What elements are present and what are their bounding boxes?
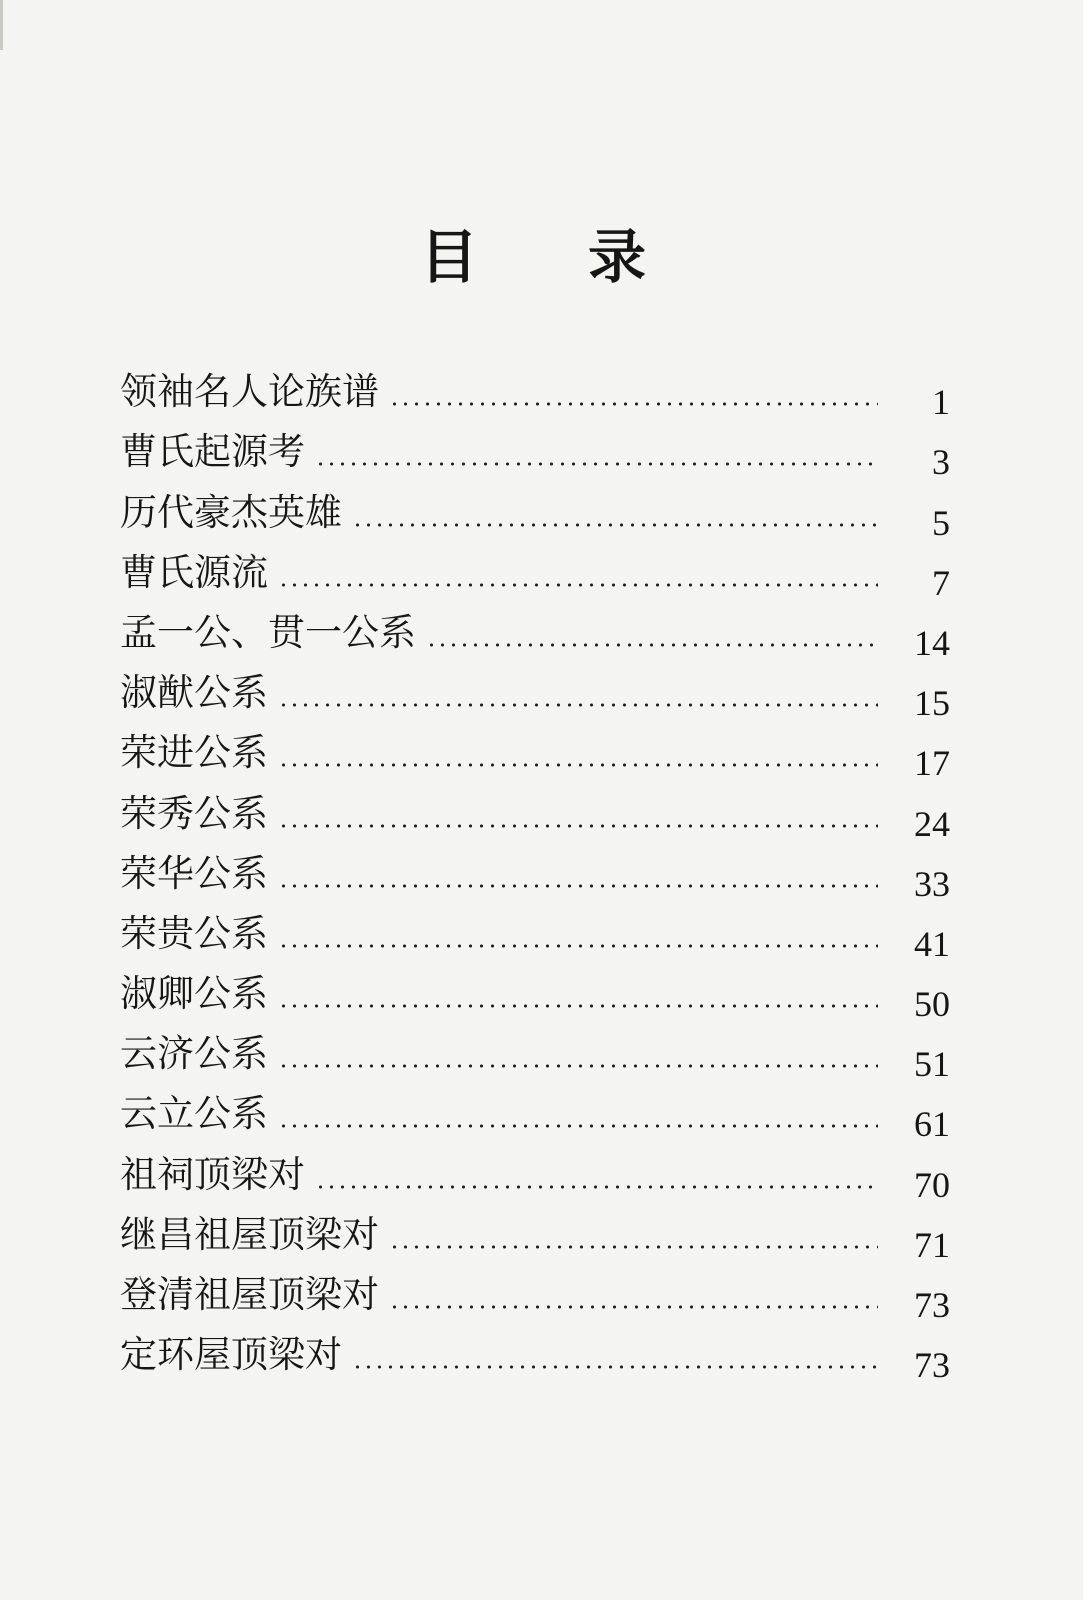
table-of-contents [120,358,950,1386]
toc-dot-leader [352,1329,878,1381]
toc-entry-page-number: 73 [914,1345,950,1386]
toc-entry[interactable] [120,418,950,483]
toc-entry-page-number: 51 [914,1044,950,1085]
toc-entry-title: 登清祖屋顶梁对 [120,1273,379,1316]
toc-entry[interactable] [120,599,950,663]
toc-entry-page-number: 5 [932,502,950,543]
toc-dot-leader [278,1028,878,1080]
toc-entry[interactable] [120,659,950,724]
toc-entry-title: 孟一公、贯一公系 [120,610,416,654]
toc-entry[interactable] [120,1080,950,1145]
page-title [0,222,1083,302]
toc-entry-page-number: 3 [932,442,950,483]
toc-dot-leader [278,968,878,1020]
toc-entry[interactable] [120,1321,950,1386]
toc-entry-page-number: 41 [914,923,950,964]
toc-entry-page-number: 15 [914,683,950,724]
toc-entry-page-number: 7 [932,562,950,603]
toc-entry[interactable] [120,478,950,543]
toc-dot-leader [278,908,878,960]
toc-dot-leader [352,487,878,539]
toc-entry[interactable] [120,1201,950,1265]
toc-entry-title: 领袖名人论族谱 [120,370,379,414]
toc-entry-title: 祖祠顶梁对 [120,1152,305,1196]
toc-entry[interactable] [120,900,950,964]
toc-entry-title: 继昌祖屋顶梁对 [120,1212,379,1256]
toc-entry-page-number: 73 [914,1285,950,1325]
toc-entry-page-number: 24 [914,803,950,844]
toc-entry-title: 历代豪杰英雄 [120,490,342,534]
toc-dot-leader [389,1269,878,1321]
page-title-char-1: 目 [420,223,479,291]
toc-entry-title: 荣进公系 [120,731,268,775]
page-edge-mark [0,0,3,50]
toc-entry-page-number: 17 [914,743,950,784]
toc-entry[interactable] [120,1140,950,1205]
toc-entry[interactable] [120,779,950,844]
toc-dot-leader [278,848,878,900]
toc-entry-title: 荣贵公系 [120,911,268,955]
toc-dot-leader [278,667,878,719]
page-title-char-2: 录 [588,223,647,291]
toc-entry-page-number: 61 [914,1104,950,1145]
toc-entry-page-number: 1 [932,382,950,423]
toc-entry-page-number: 33 [914,863,950,904]
toc-entry[interactable] [120,960,950,1025]
toc-entry[interactable] [120,1020,950,1085]
toc-dot-leader [389,1209,878,1261]
toc-entry-title: 定环屋顶梁对 [120,1333,342,1377]
toc-entry-page-number: 70 [914,1164,950,1205]
toc-dot-leader [315,426,878,478]
toc-dot-leader [315,1149,878,1201]
toc-entry-title: 淑猷公系 [120,671,268,715]
toc-entry[interactable] [120,1261,950,1325]
toc-entry[interactable] [120,719,950,784]
toc-dot-leader [278,547,878,599]
toc-dot-leader [278,727,878,779]
toc-dot-leader [278,788,878,840]
toc-entry-page-number: 14 [914,622,950,663]
toc-entry-title: 荣秀公系 [120,791,268,835]
toc-entry-page-number: 71 [914,1224,950,1265]
toc-entry-title: 曹氏起源考 [120,430,305,474]
toc-entry-title: 荣华公系 [120,851,268,895]
toc-dot-leader [426,607,878,659]
toc-entry-title: 云立公系 [120,1092,268,1136]
toc-dot-leader [389,366,878,418]
toc-entry-title: 曹氏源流 [120,550,268,594]
toc-entry-title: 云济公系 [120,1032,268,1076]
toc-dot-leader [278,1088,878,1140]
toc-entry[interactable] [120,539,950,603]
toc-entry[interactable] [120,358,950,423]
toc-entry-page-number: 50 [914,984,950,1025]
toc-entry-title: 淑卿公系 [120,972,268,1016]
toc-entry[interactable] [120,840,950,904]
